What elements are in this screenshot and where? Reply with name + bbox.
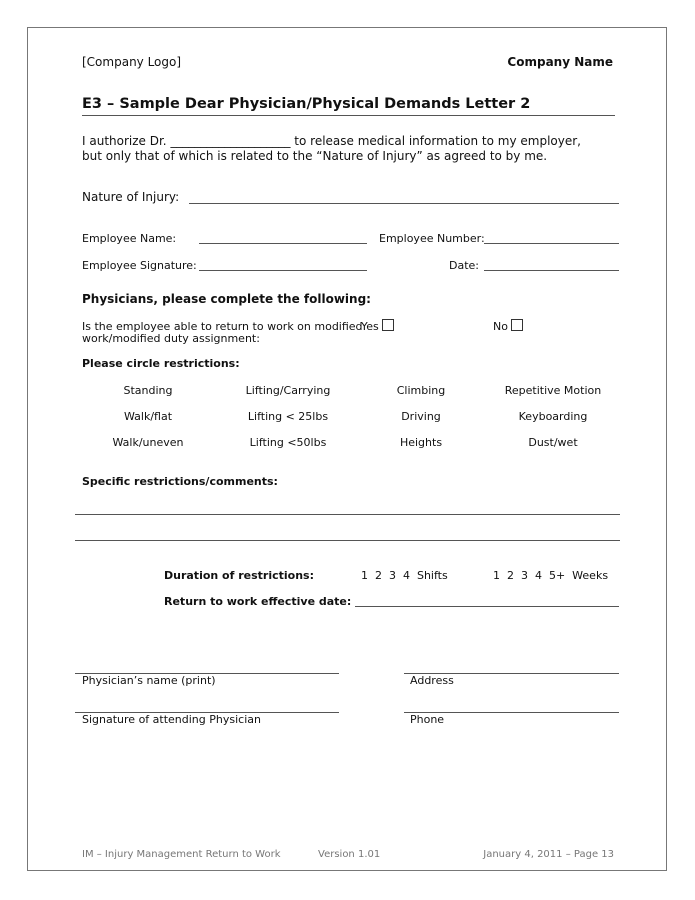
date-label: Date: — [449, 259, 479, 272]
nature-of-injury-label: Nature of Injury: — [82, 190, 180, 204]
no-checkbox[interactable] — [511, 319, 523, 331]
employee-number-field[interactable] — [484, 243, 619, 244]
employee-signature-label: Employee Signature: — [82, 259, 197, 272]
restriction-option[interactable]: Dust/wet — [528, 436, 578, 449]
nature-of-injury-field[interactable] — [189, 203, 619, 204]
company-name: Company Name — [507, 55, 613, 69]
restriction-option[interactable]: Repetitive Motion — [504, 384, 602, 397]
employee-name-field[interactable] — [199, 243, 367, 244]
restriction-option[interactable]: Lifting < 25lbs — [247, 410, 329, 423]
authorization-line-1 — [82, 134, 581, 148]
title-underline — [82, 115, 615, 116]
restriction-option[interactable]: Climbing — [396, 384, 446, 397]
footer-page-info: January 4, 2011 – Page 13 — [483, 849, 614, 860]
yes-label: Yes — [361, 320, 379, 333]
return-question-line-1: Is the employee able to return to work on modified — [82, 320, 363, 333]
duration-label: Duration of restrictions: — [164, 569, 314, 582]
restriction-option[interactable]: Heights — [399, 436, 443, 449]
authorization-prefix: I authorize Dr. — [82, 134, 167, 148]
duration-shifts-options[interactable]: 1 2 3 4 Shifts — [361, 569, 448, 582]
page-title: E3 – Sample Dear Physician/Physical Demands Letter 2 — [82, 96, 531, 112]
restriction-option[interactable]: Keyboarding — [518, 410, 588, 423]
yes-checkbox[interactable] — [382, 319, 394, 331]
company-logo-placeholder: [Company Logo] — [82, 55, 182, 69]
return-date-label: Return to work effective date: — [164, 595, 352, 608]
physician-signature-label: Signature of attending Physician — [82, 713, 261, 726]
comments-heading: Specific restrictions/comments: — [82, 475, 278, 488]
date-field[interactable] — [484, 270, 619, 271]
footer-version: Version 1.01 — [318, 849, 381, 860]
restriction-option[interactable]: Lifting <50lbs — [249, 436, 327, 449]
physician-name-label: Physician’s name (print) — [82, 674, 216, 687]
return-date-field[interactable] — [355, 606, 619, 607]
no-label: No — [493, 320, 508, 333]
phone-label: Phone — [410, 713, 445, 726]
footer-left: IM – Injury Management Return to Work — [82, 849, 281, 860]
restrictions-heading: Please circle restrictions: — [82, 357, 240, 370]
authorization-line-2: but only that of which is related to the “Nature of Injury” as agreed to by me. — [82, 149, 548, 163]
employee-signature-field[interactable] — [199, 270, 367, 271]
restriction-option[interactable]: Standing — [123, 384, 173, 397]
doctor-name-blank[interactable]: ____________________ — [170, 134, 291, 148]
restriction-option[interactable]: Walk/uneven — [112, 436, 184, 449]
yes-option[interactable] — [361, 319, 394, 333]
restriction-option[interactable]: Walk/flat — [123, 410, 173, 423]
comments-line-1[interactable] — [75, 514, 620, 515]
no-option[interactable] — [493, 319, 523, 333]
physician-section-heading: Physicians, please complete the following: — [82, 292, 371, 306]
duration-weeks-options[interactable]: 1 2 3 4 5+ Weeks — [493, 569, 609, 582]
restriction-option[interactable]: Lifting/Carrying — [245, 384, 331, 397]
employee-number-label: Employee Number: — [379, 232, 485, 245]
return-question-line-2: work/modified duty assignment: — [82, 332, 260, 345]
authorization-suffix: to release medical information to my employer, — [294, 134, 581, 148]
restriction-option[interactable]: Driving — [401, 410, 441, 423]
employee-name-label: Employee Name: — [82, 232, 177, 245]
comments-line-2[interactable] — [75, 540, 620, 541]
address-label: Address — [410, 674, 454, 687]
